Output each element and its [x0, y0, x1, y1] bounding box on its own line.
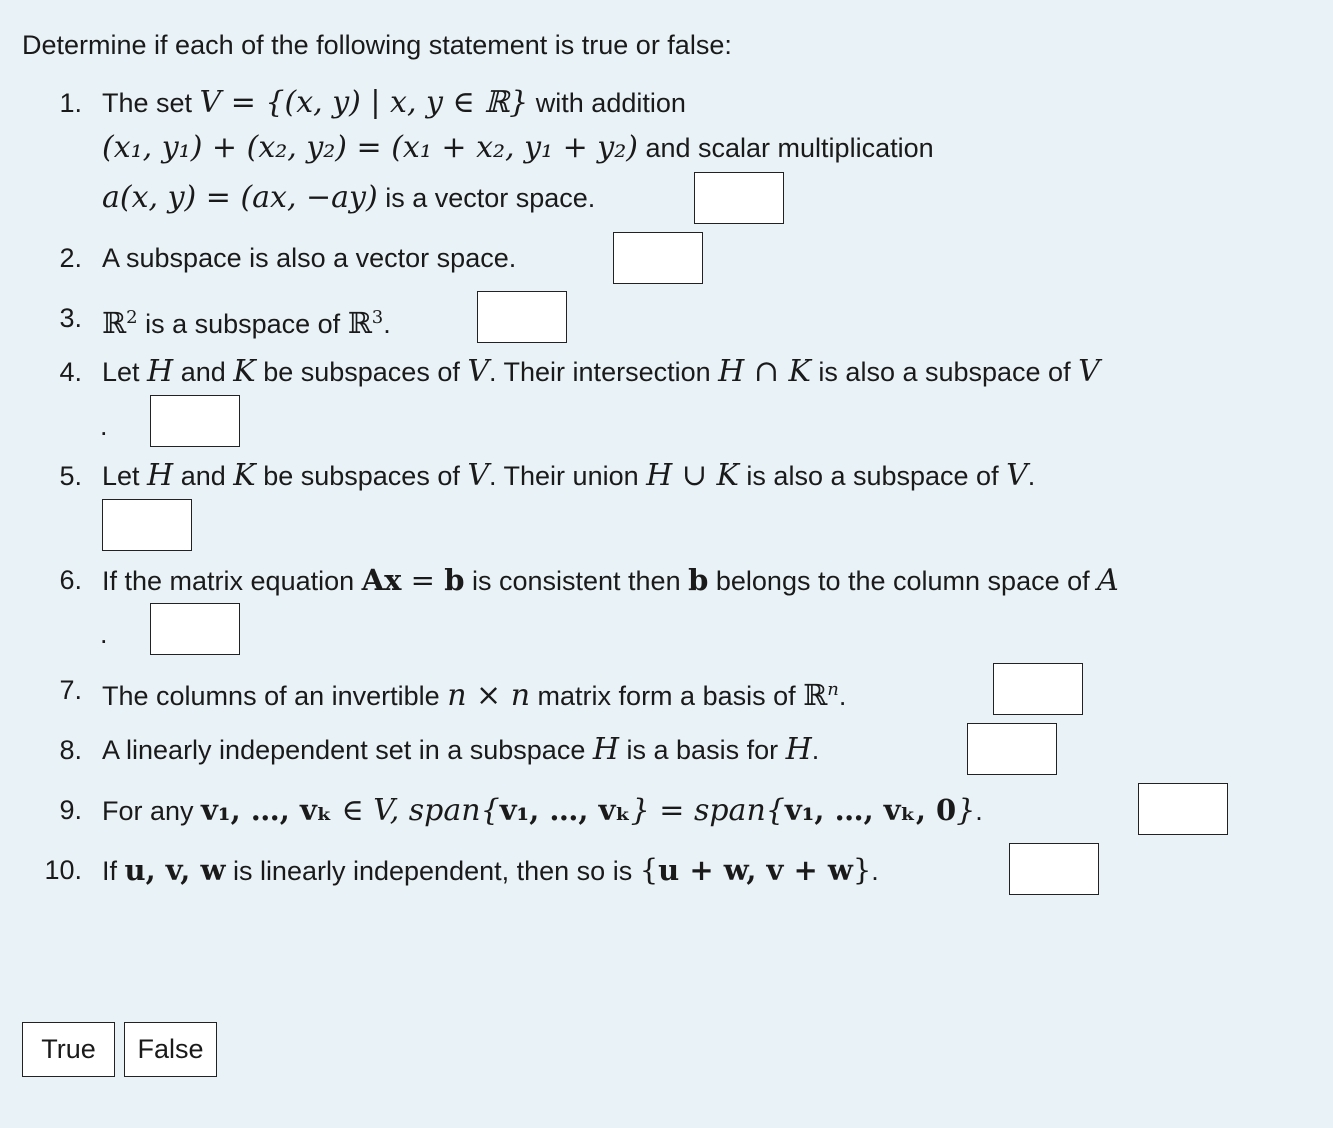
item-10-text-3: . [871, 856, 879, 886]
item-5-math-union: H ∪ K [646, 458, 739, 493]
item-7-text-1: The columns of an invertible [102, 681, 448, 711]
item-5-math-k: K [233, 458, 256, 493]
item-6-math-b: b [444, 563, 465, 597]
item-5-math-h: H [147, 458, 174, 493]
item-1-scalar-text: and scalar multiplication [637, 133, 934, 163]
item-9-text-2: . [975, 796, 983, 826]
item-3-r2: ℝ [102, 306, 127, 340]
item-9-math-close: } [956, 793, 976, 828]
item-5-number: 5. [59, 461, 82, 491]
item-5-text-6: . [1027, 461, 1036, 491]
item-1-text: The set [102, 88, 200, 118]
item-1-line-3 [102, 181, 595, 215]
item-1-line-2 [102, 131, 934, 165]
item-7-number: 7. [59, 675, 82, 705]
item-8-text-2: is a basis for [619, 735, 786, 765]
answer-drop-box-6[interactable] [150, 603, 240, 655]
item-7-line [102, 673, 846, 713]
item-6-math-a: A [1097, 563, 1119, 598]
item-3-r2-exponent: 2 [126, 307, 138, 328]
answer-drop-box-8[interactable] [967, 723, 1057, 775]
item-8-text-1: A linearly independent set in a subspace [102, 735, 593, 765]
item-1-line-1 [102, 86, 686, 120]
item-4-text-1: Let [102, 357, 148, 387]
answer-drop-box-9[interactable] [1138, 783, 1228, 835]
item-6-math-ax: Ax [361, 563, 402, 597]
item-1-addition-math: (x₁, y₁) + (x₂, y₂) = (x₁ + x₂, y₁ + y₂) [102, 130, 638, 165]
item-4-math-v-end: V [1078, 354, 1100, 389]
item-3-r3: ℝ [347, 306, 372, 340]
item-1-set-math: V = {(x, y) | x, y ∈ ℝ} [199, 85, 529, 120]
item-1-addition-text: with addition [528, 88, 686, 118]
item-4-text-4: . Their intersection [489, 357, 719, 387]
item-9-math-vectors-2: v₁, …, vₖ [499, 793, 631, 827]
item-6-period: . [100, 619, 108, 649]
item-6-math-b-2: b [688, 563, 709, 597]
item-6-text-3: belongs to the column space of [708, 566, 1098, 596]
item-3-line [102, 301, 391, 341]
item-4-math-v: V [467, 354, 490, 389]
item-4-text-3: be subspaces of [255, 357, 468, 387]
item-10-text-2: is linearly independent, then so is [225, 856, 640, 886]
item-1-scalar-math: a(x, y) = (ax, −ay) [102, 180, 378, 215]
item-8-math-h: H [592, 732, 620, 767]
item-4-period: . [100, 411, 108, 441]
item-3-number: 3. [59, 303, 82, 333]
item-3-mid-text: is a subspace of [137, 309, 348, 339]
item-7-math-rn: ℝ [803, 678, 828, 712]
item-9-math-span-1: ∈ V, span{ [332, 793, 500, 828]
item-5-text-5: is also a subspace of [738, 461, 1007, 491]
true-choice-button[interactable]: True [22, 1022, 115, 1077]
item-5-text-3: be subspaces of [255, 461, 468, 491]
item-10-math-uvw: u, v, w [124, 853, 226, 887]
item-3-r3-exponent: 3 [371, 307, 384, 328]
item-4-math-intersection: H ∩ K [718, 354, 811, 389]
question-prompt: Determine if each of the following statement is true or false: [22, 30, 732, 60]
item-3-end-text: . [383, 309, 391, 339]
item-8-number: 8. [59, 735, 82, 765]
item-9-math-vectors: v₁, …, vₖ [201, 793, 333, 827]
item-5-math-v: V [467, 458, 490, 493]
answer-drop-box-2[interactable] [613, 232, 703, 284]
item-7-math-nxn: n × n [447, 678, 531, 713]
item-1-end-text: is a vector space. [377, 183, 596, 213]
item-9-line [102, 793, 983, 828]
answer-drop-box-5[interactable] [102, 499, 192, 551]
answer-drop-box-7[interactable] [993, 663, 1083, 715]
item-10-math-open: { [639, 853, 659, 887]
item-4-number: 4. [59, 357, 82, 387]
item-9-text-1: For any [102, 796, 202, 826]
item-7-text-2: matrix form a basis of [530, 681, 804, 711]
item-1-number: 1. [59, 88, 82, 118]
item-6-math-equals: = [401, 563, 445, 597]
item-8-line [102, 733, 819, 767]
item-4-line [102, 355, 1100, 389]
item-10-math-close: } [852, 853, 872, 887]
answer-drop-box-1[interactable] [694, 172, 784, 224]
item-9-math-vectors-3: v₁, …, vₖ, 0 [784, 793, 957, 827]
item-7-text-3: . [838, 681, 847, 711]
item-2-number: 2. [59, 243, 82, 273]
item-5-text-1: Let [102, 461, 148, 491]
answer-drop-box-3[interactable] [477, 291, 567, 343]
item-7-exponent: n [827, 679, 839, 700]
answer-drop-box-4[interactable] [150, 395, 240, 447]
answer-drop-box-10[interactable] [1009, 843, 1099, 895]
item-9-math-span-2: } = span{ [630, 793, 785, 828]
item-4-text-5: is also a subspace of [810, 357, 1079, 387]
item-8-text-3: . [811, 735, 820, 765]
item-5-text-2: and [173, 461, 234, 491]
item-10-line [102, 853, 879, 888]
item-6-text-2: is consistent then [464, 566, 689, 596]
item-10-text-1: If [102, 856, 125, 886]
false-choice-button[interactable]: False [124, 1022, 217, 1077]
item-5-text-4: . Their union [489, 461, 647, 491]
item-6-line [102, 563, 1119, 598]
item-10-number: 10. [44, 855, 82, 885]
item-2-text: A subspace is also a vector space. [102, 243, 517, 273]
item-4-text-2: and [173, 357, 234, 387]
item-8-math-h-2: H [785, 732, 812, 767]
item-6-number: 6. [59, 565, 82, 595]
item-9-number: 9. [59, 795, 82, 825]
item-4-math-k: K [233, 354, 256, 389]
item-5-math-v-end: V [1006, 458, 1028, 493]
item-6-text-1: If the matrix equation [102, 566, 362, 596]
item-10-math-set: u + w, v + w [658, 853, 853, 887]
item-4-math-h: H [147, 354, 174, 389]
item-5-line [102, 459, 1035, 493]
